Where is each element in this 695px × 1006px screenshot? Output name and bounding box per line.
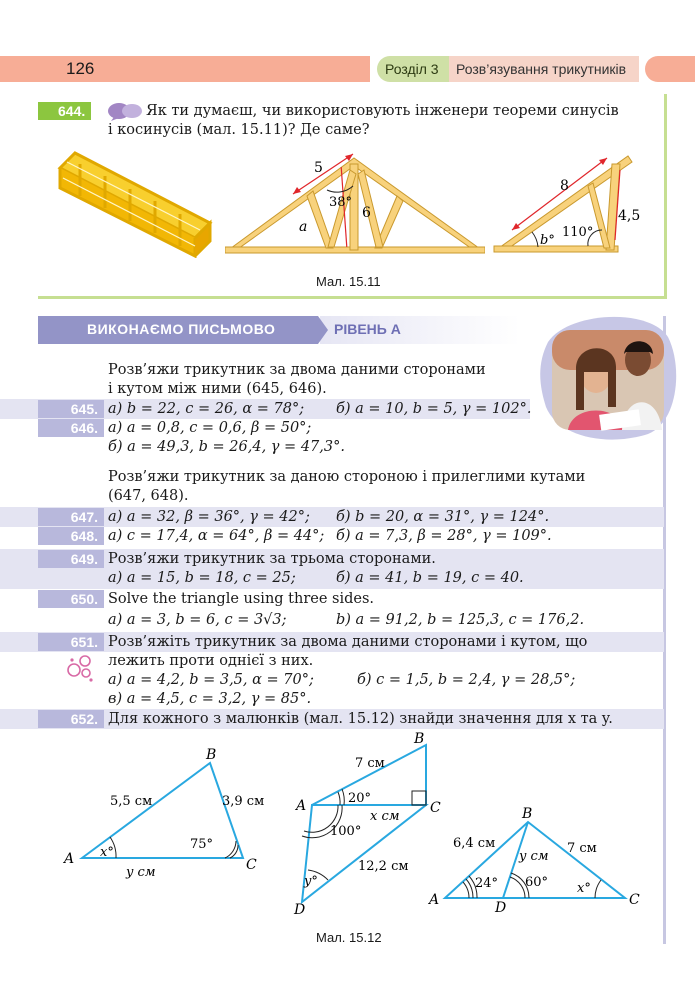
exercise-648-a: а) c = 17,4, α = 64°, β = 44°; xyxy=(108,528,325,544)
intro2-line2: (647, 648). xyxy=(108,488,189,504)
exercise-649-a: а) a = 15, b = 18, c = 25; xyxy=(108,570,296,586)
exercise-649-b: б) a = 41, b = 19, c = 40. xyxy=(336,570,524,586)
fig3-vertex-c: C xyxy=(629,892,640,908)
half-truss-diagram xyxy=(492,150,642,260)
figure-caption-15-11: Мал. 15.11 xyxy=(316,274,381,289)
exercise-644-number: 644. xyxy=(38,102,91,120)
truss-angle-38: 38° xyxy=(329,195,353,210)
fig3-side-bd: y см xyxy=(519,849,549,864)
fig1-vertex-a: A xyxy=(64,851,75,867)
exercise-645-a: а) b = 22, c = 26, α = 78°; xyxy=(108,401,305,417)
exercise-647-number: 647. xyxy=(38,508,104,526)
truss-side-5: 5 xyxy=(314,160,323,176)
section-title: ВИКОНАЄМО ПИСЬМОВО xyxy=(87,321,276,337)
intro1-line1: Розв’яжи трикутник за двома даними сторонами xyxy=(108,362,486,378)
truss-side-a: a xyxy=(299,219,308,235)
section-level: РІВЕНЬ А xyxy=(334,321,401,337)
fig1-angle-a: x° xyxy=(100,845,114,860)
fig3-vertex-b: B xyxy=(522,806,533,822)
chapter-label: Розділ 3 xyxy=(385,61,439,77)
exercise-647-a: а) a = 32, β = 36°, γ = 42°; xyxy=(108,509,310,525)
figure-triangle-1 xyxy=(60,745,275,885)
exercise-644-line2: і косинусів (мал. 15.11)? Де саме? xyxy=(108,122,370,138)
page-number: 126 xyxy=(66,59,95,78)
roof-truss-diagram xyxy=(225,150,485,260)
fig1-side-bc: 3,9 см xyxy=(222,794,265,809)
truss2-angle-b: b° xyxy=(540,233,555,248)
fig2-side-ab: 7 см xyxy=(355,756,385,771)
fig2-angle-d: y° xyxy=(304,874,318,889)
exercise-650-text: Solve the triangle using three sides. xyxy=(108,591,375,607)
exercise-646-a: а) a = 0,8, c = 0,6, β = 50°; xyxy=(108,420,312,436)
fig3-angle-a: 24° xyxy=(475,876,499,891)
exercise-648-b: б) a = 7,3, β = 28°, γ = 109°. xyxy=(336,528,552,544)
intro2-line1: Розв’яжи трикутник за даною стороною і прилеглими кутами xyxy=(108,469,586,485)
truss2-side-8: 8 xyxy=(560,178,569,194)
truss-height-6: 6 xyxy=(362,205,371,221)
exercise-650-a: a) a = 3, b = 6, c = 3√3; xyxy=(108,612,287,628)
exercise-649-text: Розв’яжи трикутник за трьома сторонами. xyxy=(108,551,436,567)
exercise-645-number: 645. xyxy=(38,400,104,418)
truss2-angle-110: 110° xyxy=(562,225,594,240)
exercise-645-b: б) a = 10, b = 5, γ = 102°. xyxy=(336,401,532,417)
fig2-side-cd: 12,2 см xyxy=(358,859,409,874)
fig1-vertex-c: C xyxy=(246,857,257,873)
exercise-651-line1: Розв’яжіть трикутник за двома даними сторонами і кутом, що xyxy=(108,634,588,650)
fig1-side-ab: 5,5 см xyxy=(110,794,153,809)
fig2-side-ac: x см xyxy=(370,809,400,824)
truss2-side-45: 4,5 xyxy=(618,208,641,224)
fig2-vertex-b: B xyxy=(414,731,425,747)
exercise-647-b: б) b = 20, α = 31°, γ = 124°. xyxy=(336,509,550,525)
fig3-angle-bda: 60° xyxy=(525,875,549,890)
exercise-650-b: b) a = 91,2, b = 125,3, c = 176,2. xyxy=(336,612,585,628)
students-illustration xyxy=(538,312,678,442)
exercise-646-b: б) a = 49,3, b = 26,4, γ = 47,3°. xyxy=(108,439,345,455)
discussion-icon xyxy=(106,101,144,121)
figure-caption-15-12: Мал. 15.12 xyxy=(316,930,382,945)
truss-beam-image xyxy=(55,148,215,258)
exercise-650-number: 650. xyxy=(38,590,104,608)
exercise-649-number: 649. xyxy=(38,550,104,568)
exercise-651-line2: лежить проти однієї з них. xyxy=(108,653,314,669)
header-bar-right xyxy=(645,56,695,82)
exercise-651-c: в) a = 4,5, c = 3,2, γ = 85°. xyxy=(108,691,312,707)
fig2-vertex-d: D xyxy=(294,902,306,918)
fig1-side-ac: y см xyxy=(126,865,156,880)
fig2-vertex-c: C xyxy=(430,800,441,816)
banner-arrow xyxy=(318,316,328,344)
group-work-icon xyxy=(64,652,96,682)
exercise-651-number: 651. xyxy=(38,633,104,651)
exercise-651-a: а) a = 4,2, b = 3,5, α = 70°; xyxy=(108,672,314,688)
exercise-652-text: Для кожного з малюнків (мал. 15.12) знайди значення для x та y. xyxy=(108,711,613,727)
fig3-side-bc: 7 см xyxy=(567,841,597,856)
exercise-652-number: 652. xyxy=(38,710,104,728)
exercise-644-line1: Як ти думаєш, чи використовують інженери теореми синусів xyxy=(146,103,619,119)
fig3-vertex-d: D xyxy=(495,900,507,912)
header-bar-left xyxy=(0,56,370,82)
exercise-648-number: 648. xyxy=(38,527,104,545)
fig3-vertex-a: A xyxy=(429,892,440,908)
fig2-angle-cad: 100° xyxy=(330,824,362,839)
topic-label: Розв’язування трикутників xyxy=(456,61,627,77)
fig1-angle-c: 75° xyxy=(190,837,214,852)
exercise-646-number: 646. xyxy=(38,419,104,437)
exercise-651-b: б) c = 1,5, b = 2,4, γ = 28,5°; xyxy=(357,672,576,688)
figure-triangle-3 xyxy=(425,802,645,912)
fig2-angle-bac: 20° xyxy=(348,791,372,806)
fig3-side-ab: 6,4 см xyxy=(453,836,496,851)
fig1-vertex-b: B xyxy=(206,747,217,763)
fig3-angle-c: x° xyxy=(577,881,591,896)
fig2-vertex-a: A xyxy=(296,798,307,814)
intro1-line2: і кутом між ними (645, 646). xyxy=(108,381,327,397)
